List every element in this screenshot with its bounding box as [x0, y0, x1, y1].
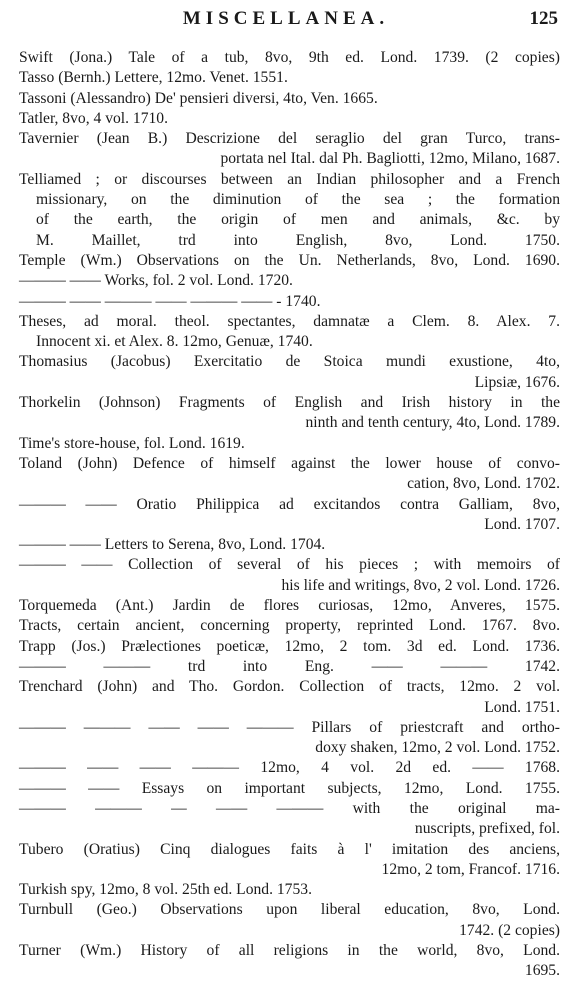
- entry-line: Tasso (Bernh.) Lettere, 12mo. Venet. 1551.: [19, 69, 288, 87]
- entry-line: Time's store-house, fol. Lond. 1619.: [19, 434, 245, 452]
- entry-continuation: Lond. 1707.: [484, 515, 560, 533]
- entry-line: Toland (John) Defence of himself against the lower house of convo-: [19, 454, 560, 472]
- running-head: MISCELLANEA.: [182, 8, 390, 29]
- entry-line: Torquemeda (Ant.) Jardin de flores curiosas, 12mo, Anveres, 1575.: [19, 597, 560, 615]
- entry-continuation: Lond. 1751.: [484, 698, 560, 716]
- entry-continuation: nuscripts, prefixed, fol.: [414, 820, 560, 838]
- entry-line: Tubero (Oratius) Cinq dialogues faits à l' imitation des anciens,: [19, 840, 560, 858]
- ditto-entry-line: ——— ——— trd into Eng. —— ——— 1742.: [19, 657, 560, 675]
- ditto-entry-line: ——— ——— — —— ——— with the original ma-: [19, 799, 560, 817]
- entry-continuation: M. Maillet, trd into English, 8vo, Lond. 1750.: [36, 231, 560, 249]
- entry-line: Theses, ad moral. theol. spectantes, damnatæ a Clem. 8. Alex. 7.: [19, 312, 560, 330]
- page-header: [0, 6, 572, 36]
- entry-continuation: his life and writings, 8vo, 2 vol. Lond. 1726.: [281, 576, 560, 594]
- entry-continuation: 12mo, 2 tom, Francof. 1716.: [381, 860, 560, 878]
- ditto-entry-line: ——— —— Works, fol. 2 vol. Lond. 1720.: [19, 272, 293, 290]
- page-number: 125: [529, 8, 558, 29]
- entry-line: Trenchard (John) and Tho. Gordon. Collection of tracts, 12mo. 2 vol.: [19, 678, 560, 696]
- entry-line: Turnbull (Geo.) Observations upon liberal education, 8vo, Lond.: [19, 901, 560, 919]
- entry-line: Turner (Wm.) History of all religions in the world, 8vo, Lond.: [19, 942, 560, 960]
- ditto-entry-line: ——— ——— —— —— ——— Pillars of priestcraft and ortho-: [19, 718, 560, 736]
- ditto-entry-line: ——— —— Letters to Serena, 8vo, Lond. 1704.: [19, 536, 326, 554]
- entry-line: Telliamed ; or discourses between an Indian philosopher and a French: [19, 170, 560, 188]
- entry-line: Tatler, 8vo, 4 vol. 1710.: [19, 109, 169, 127]
- entry-continuation: Lipsiæ, 1676.: [474, 373, 560, 391]
- entry-line: Thorkelin (Johnson) Fragments of English and Irish history in the: [19, 394, 560, 412]
- entry-continuation: 1742. (2 copies): [459, 921, 560, 939]
- entry-continuation: 1695.: [524, 962, 560, 980]
- entry-continuation: portata nel Ital. dal Ph. Bagliotti, 12mo, Milano, 1687.: [220, 150, 560, 168]
- ditto-entry-line: ——— —— Oratio Philippica ad excitandos contra Galliam, 8vo,: [19, 495, 560, 513]
- ditto-entry-line: ——— —— ——— —— ——— —— - 1740.: [19, 292, 321, 310]
- catalogue-entries: [0, 48, 572, 982]
- entry-line: Tracts, certain ancient, concerning property, reprinted Lond. 1767. 8vo.: [19, 617, 560, 635]
- entry-continuation: missionary, on the diminution of the sea ; the formation: [36, 191, 560, 209]
- ditto-entry-line: ——— —— Collection of several of his pieces ; with memoirs of: [19, 556, 560, 574]
- ditto-entry-line: ——— —— Essays on important subjects, 12mo, Lond. 1755.: [19, 779, 560, 797]
- entry-line: Temple (Wm.) Observations on the Un. Netherlands, 8vo, Lond. 1690.: [19, 251, 560, 269]
- entry-continuation: doxy shaken, 12mo, 2 vol. Lond. 1752.: [315, 739, 560, 757]
- entry-line: Tavernier (Jean B.) Descrizione del seraglio del gran Turco, trans-: [19, 130, 560, 148]
- entry-continuation: Innocent xi. et Alex. 8. 12mo, Genuæ, 1740.: [36, 333, 313, 351]
- entry-line: Turkish spy, 12mo, 8 vol. 25th ed. Lond. 1753.: [19, 881, 312, 899]
- entry-line: Swift (Jona.) Tale of a tub, 8vo, 9th ed. Lond. 1739. (2 copies): [19, 49, 560, 66]
- entry-continuation: ninth and tenth century, 4to, Lond. 1789.: [305, 414, 560, 432]
- ditto-entry-line: ——— —— —— ——— 12mo, 4 vol. 2d ed. —— 1768.: [19, 759, 560, 777]
- entry-continuation: of the earth, the origin of men and animals, &c. by: [36, 211, 560, 229]
- entry-line: Trapp (Jos.) Prælectiones poeticæ, 12mo, 2 tom. 3d ed. Lond. 1736.: [19, 637, 560, 655]
- entry-line: Thomasius (Jacobus) Exercitatio de Stoica mundi exustione, 4to,: [19, 353, 560, 371]
- entry-line: Tassoni (Alessandro) De' pensieri diversi, 4to, Ven. 1665.: [19, 89, 378, 107]
- entry-continuation: cation, 8vo, Lond. 1702.: [407, 475, 560, 493]
